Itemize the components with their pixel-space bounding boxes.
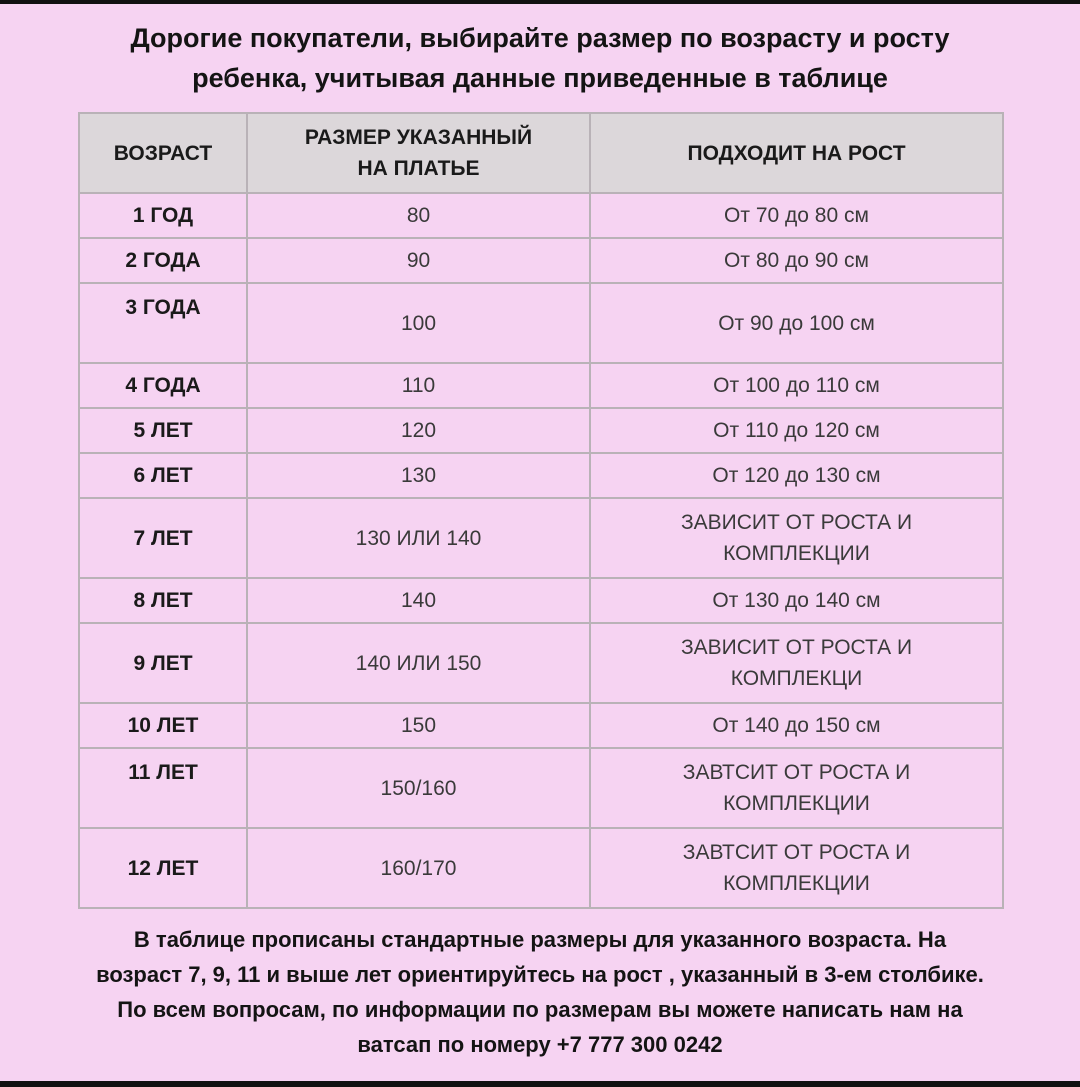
size-cell: 160/170 bbox=[247, 828, 590, 908]
age-cell: 3 ГОДА bbox=[79, 283, 247, 363]
age-cell: 2 ГОДА bbox=[79, 238, 247, 283]
table-row bbox=[79, 828, 1003, 908]
column-header-size bbox=[247, 113, 590, 193]
size-table bbox=[78, 112, 1004, 909]
age-cell: 4 ГОДА bbox=[79, 363, 247, 408]
age-cell: 6 ЛЕТ bbox=[79, 453, 247, 498]
table-header-row bbox=[79, 113, 1003, 193]
height-cell-line-2: КОМПЛЕКЦИ bbox=[730, 667, 863, 690]
height-cell bbox=[590, 498, 1003, 578]
table-row bbox=[79, 748, 1003, 828]
table-row bbox=[79, 363, 1003, 408]
footer-note bbox=[10, 922, 1070, 1062]
height-cell-line-1: ЗАВТСИТ ОТ РОСТА И bbox=[682, 841, 911, 864]
table-row bbox=[79, 238, 1003, 283]
footer-line-2: возраст 7, 9, 11 и выше лет ориентируйтесь на рост , указанный в 3-ем столбике. bbox=[96, 962, 984, 987]
age-cell: 5 ЛЕТ bbox=[79, 408, 247, 453]
height-cell-line-1: ЗАВИСИТ ОТ РОСТА И bbox=[680, 511, 913, 534]
height-cell: От 130 до 140 см bbox=[590, 578, 1003, 623]
table-row bbox=[79, 498, 1003, 578]
height-cell: От 120 до 130 см bbox=[590, 453, 1003, 498]
height-cell-line-1: ЗАВИСИТ ОТ РОСТА И bbox=[680, 636, 913, 659]
height-cell: От 80 до 90 см bbox=[590, 238, 1003, 283]
age-cell: 7 ЛЕТ bbox=[79, 498, 247, 578]
table-row bbox=[79, 193, 1003, 238]
size-cell: 140 ИЛИ 150 bbox=[247, 623, 590, 703]
size-cell: 120 bbox=[247, 408, 590, 453]
height-cell bbox=[590, 828, 1003, 908]
size-chart-page bbox=[0, 4, 1080, 1081]
age-cell: 10 ЛЕТ bbox=[79, 703, 247, 748]
height-cell: От 140 до 150 см bbox=[590, 703, 1003, 748]
column-header-size-line-1: РАЗМЕР УКАЗАННЫЙ bbox=[304, 126, 533, 149]
size-cell: 100 bbox=[247, 283, 590, 363]
age-cell: 11 ЛЕТ bbox=[79, 748, 247, 828]
height-cell: От 90 до 100 см bbox=[590, 283, 1003, 363]
column-header-size-line-2: НА ПЛАТЬЕ bbox=[357, 157, 480, 180]
size-cell: 150 bbox=[247, 703, 590, 748]
footer-line-1: В таблице прописаны стандартные размеры для указанного возраста. На bbox=[133, 927, 947, 952]
height-cell: От 110 до 120 см bbox=[590, 408, 1003, 453]
age-cell: 9 ЛЕТ bbox=[79, 623, 247, 703]
size-cell: 150/160 bbox=[247, 748, 590, 828]
age-cell: 8 ЛЕТ bbox=[79, 578, 247, 623]
table-row bbox=[79, 578, 1003, 623]
title-line-2: ребенка, учитывая данные приведенные в таблице bbox=[192, 63, 888, 93]
table-row bbox=[79, 283, 1003, 363]
table-row bbox=[79, 408, 1003, 453]
size-cell: 90 bbox=[247, 238, 590, 283]
height-cell: От 70 до 80 см bbox=[590, 193, 1003, 238]
age-cell: 12 ЛЕТ bbox=[79, 828, 247, 908]
size-cell: 80 bbox=[247, 193, 590, 238]
page-title bbox=[60, 18, 1020, 98]
height-cell bbox=[590, 623, 1003, 703]
footer-line-4: ватсап по номеру +7 777 300 0242 bbox=[357, 1032, 723, 1057]
footer-line-3: По всем вопросам, по информации по размерам вы можете написать нам на bbox=[117, 997, 963, 1022]
height-cell-line-2: КОМПЛЕКЦИИ bbox=[723, 792, 870, 815]
height-cell-line-2: КОМПЛЕКЦИИ bbox=[723, 872, 870, 895]
size-cell: 130 ИЛИ 140 bbox=[247, 498, 590, 578]
age-cell: 1 ГОД bbox=[79, 193, 247, 238]
size-cell: 140 bbox=[247, 578, 590, 623]
table-row bbox=[79, 453, 1003, 498]
height-cell bbox=[590, 748, 1003, 828]
height-cell-line-1: ЗАВТСИТ ОТ РОСТА И bbox=[682, 761, 911, 784]
table-row bbox=[79, 703, 1003, 748]
table-row bbox=[79, 623, 1003, 703]
title-line-1: Дорогие покупатели, выбирайте размер по возрасту и росту bbox=[130, 23, 950, 53]
column-header-height: ПОДХОДИТ НА РОСТ bbox=[590, 113, 1003, 193]
height-cell-line-2: КОМПЛЕКЦИИ bbox=[723, 542, 870, 565]
size-cell: 130 bbox=[247, 453, 590, 498]
column-header-age: ВОЗРАСТ bbox=[79, 113, 247, 193]
size-cell: 110 bbox=[247, 363, 590, 408]
height-cell: От 100 до 110 см bbox=[590, 363, 1003, 408]
